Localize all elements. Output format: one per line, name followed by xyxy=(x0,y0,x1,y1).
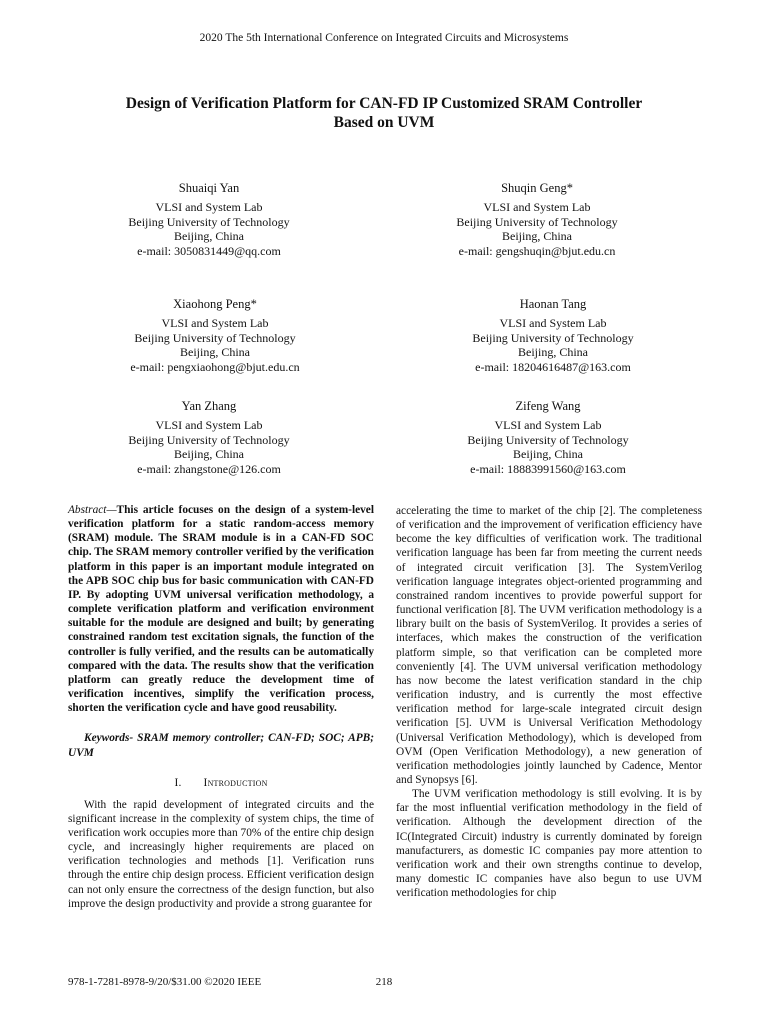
author-name: Zifeng Wang xyxy=(515,399,581,413)
author-block-1 xyxy=(84,181,334,259)
author-email: e-mail: gengshuqin@bjut.edu.cn xyxy=(458,244,616,259)
author-university: Beijing University of Technology xyxy=(128,432,290,447)
paper-title-line-1: Design of Verification Platform for CAN-FD IP Customized SRAM Controller xyxy=(125,95,643,112)
author-email: e-mail: 18883991560@163.com xyxy=(470,462,626,477)
author-lab: VLSI and System Lab xyxy=(494,417,602,432)
author-block-6 xyxy=(423,399,673,477)
author-lab: VLSI and System Lab xyxy=(483,199,591,214)
author-university: Beijing University of Technology xyxy=(134,330,296,345)
author-location: Beijing, China xyxy=(518,345,588,360)
author-email: e-mail: pengxiaohong@bjut.edu.cn xyxy=(130,360,300,375)
author-location: Beijing, China xyxy=(180,345,250,360)
right-column xyxy=(396,504,702,900)
abstract-dash: — xyxy=(106,504,117,516)
keywords: Keywords- SRAM memory controller; CAN-FD; SOC; APB; UVM xyxy=(68,732,374,759)
author-email: e-mail: zhangstone@126.com xyxy=(137,462,281,477)
conference-header: 2020 The 5th International Conference on Integrated Circuits and Microsystems xyxy=(199,32,569,44)
paper-title-line-2: Based on UVM xyxy=(333,114,435,131)
author-university: Beijing University of Technology xyxy=(472,330,634,345)
intro-paragraph-2: The UVM verification methodology is still evolving. It is by far the most influential verification methodology in the field of verification. Although the development direction of the IC(Integrated Circuit) industry is currently dominated by foreign manufacturers, as domestic IC companies pay more attention to verification work and their own strengths continue to develop, many domestic IC companies have also begun to use UVM verification methodologies for chip xyxy=(396,788,702,900)
author-name: Haonan Tang xyxy=(519,297,587,311)
abstract-label: Abstract xyxy=(68,504,107,516)
author-name: Shuaiqi Yan xyxy=(178,181,240,195)
author-lab: VLSI and System Lab xyxy=(155,417,263,432)
author-block-4 xyxy=(428,297,678,375)
author-block-2 xyxy=(412,181,662,259)
section-number: I. xyxy=(174,776,182,789)
page-number: 218 xyxy=(375,976,393,988)
intro-paragraph-1-continued: accelerating the time to market of the chip [2]. The completeness of verification and the improvement of verification efficiency have become the key difficulties of verification work. The traditional verification language has been far from meeting the current needs of integrated circuit verification [3]. The SystemVerilog verification language integrates object-oriented programming and constrained random incentives to provide powerful support for functional verification [8]. The UVM verification methodology is a library built on the basis of SystemVerilog. It provides a series of interfaces, which makes the construction of the verification platform simple, so that verification can be completed more conveniently [4]. The UVM universal verification methodology has now become the latest verification standard in the chip verification industry, and is currently the most effective verification method for large-scale integrated circuit design verification [5]. UVM is Universal Verification Methodology (Universal Verification Methodology), which is developed from OVM (Open Verification Methodology), a new generation of verification methodologies jointly launched by Cadence, Mentor and Synopsys [6]. xyxy=(396,505,702,786)
footer-copyright: 978-1-7281-8978-9/20/$31.00 ©2020 IEEE xyxy=(68,976,262,988)
author-university: Beijing University of Technology xyxy=(467,432,629,447)
abstract xyxy=(68,503,374,715)
author-email: e-mail: 3050831449@qq.com xyxy=(137,244,281,259)
abstract-text: This article focuses on the design of a system-level verification platform for a static random-access memory (SRAM) module. The SRAM module is in a CAN-FD SOC chip. The SRAM memory controller verified by the verification platform in this paper is an important module integrated on the APB SOC chip bus for basic communication with CAN-FD IP. By adopting UVM universal verification methodology, a complete verification platform and verification environment suitable for the module are designed and built; by generating constrained random test excitation signals, the function of the controller is fully verified, and the results can be automatically compared with the data. The results show that the verification platform can greatly reduce the development time of verification incentives, simplify the verification process, shorten the verification cycle and have good reusability. xyxy=(68,504,374,715)
author-name: Yan Zhang xyxy=(181,399,237,413)
author-block-3 xyxy=(90,297,340,375)
left-column xyxy=(68,503,374,911)
author-lab: VLSI and System Lab xyxy=(161,315,269,330)
author-university: Beijing University of Technology xyxy=(456,214,618,229)
author-lab: VLSI and System Lab xyxy=(155,199,263,214)
section-title: Introduction xyxy=(203,776,268,789)
author-lab: VLSI and System Lab xyxy=(499,315,607,330)
section-heading-introduction xyxy=(68,776,374,790)
author-location: Beijing, China xyxy=(513,447,583,462)
intro-paragraph-1: With the rapid development of integrated circuits and the significant increase in the complexity of system chips, the time of verification work occupies more than 70% of the entire chip design cycle, and increasingly higher requirements are placed on verification technologies and methods [1]. Verification runs through the entire chip design process. Efficient verification design can not only ensure the correctness of the design function, but also improve the design productivity and provide a strong guarantee for xyxy=(68,798,374,910)
author-university: Beijing University of Technology xyxy=(128,214,290,229)
author-name: Shuqin Geng* xyxy=(501,181,573,195)
author-location: Beijing, China xyxy=(174,229,244,244)
author-email: e-mail: 18204616487@163.com xyxy=(475,360,631,375)
author-location: Beijing, China xyxy=(174,447,244,462)
paper-title xyxy=(60,94,708,132)
author-name: Xiaohong Peng* xyxy=(173,297,257,311)
author-location: Beijing, China xyxy=(502,229,572,244)
author-block-5 xyxy=(84,399,334,477)
